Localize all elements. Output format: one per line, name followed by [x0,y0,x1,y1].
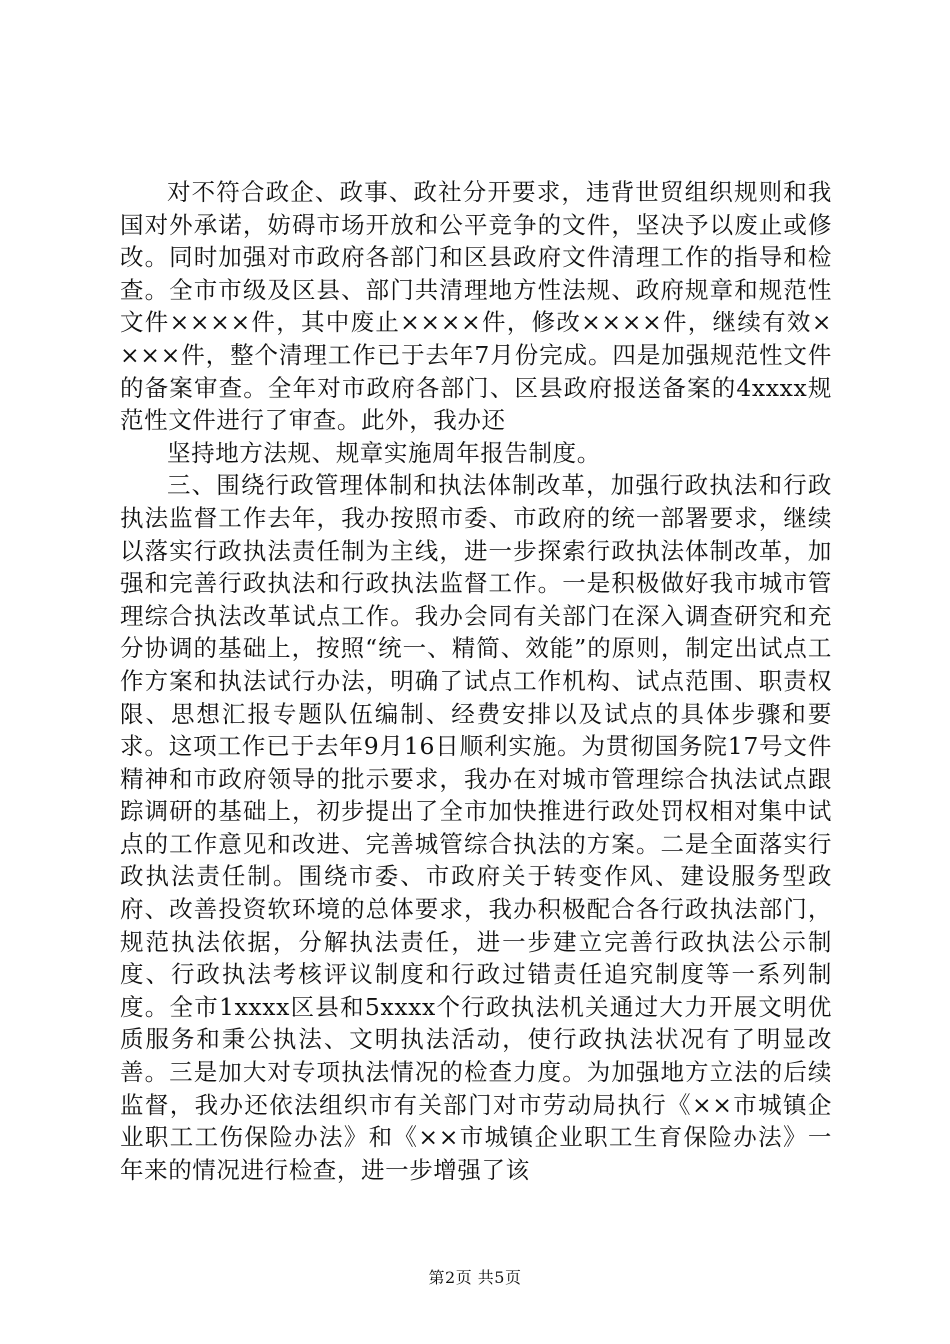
paragraph-law-enforcement-reform: 三、围绕行政管理体制和执法体制改革，加强行政执法和行政执法监督工作去年，我办按照市委、市政府的统一部署要求，继续以落实行政执法责任制为主线，进一步探索行政执法体制改革，加强和完善行政执法和行政执法监督工作。一是积极做好我市城市管理综合执法改革试点工作。我办会同有关部门在深入调查研究和充分协调的基础上，按照“统一、精简、效能”的原则，制定出试点工作方案和执法试行办法，明确了试点工作机构、试点范围、职责权限、思想汇报专题队伍编制、经费安排以及试点的具体步骤和要求。这项工作已于去年9月16日顺利实施。为贯彻国务院17号文件精神和市政府领导的批示要求，我办在对城市管理综合执法试点跟踪调研的基础上，初步提出了全市加快推进行政处罚权相对集中试点的工作意见和改进、完善城管综合执法的方案。二是全面落实行政执法责任制。围绕市委、市政府关于转变作风、建设服务型政府、改善投资软环境的总体要求，我办积极配合各行政执法部门，规范执法依据，分解执法责任，进一步建立完善行政执法公示制度、行政执法考核评议制度和行政过错责任追究制度等一系列制度。全市1xxxx区县和5xxxx个行政执法机关通过大力开展文明优质服务和秉公执法、文明执法活动，使行政执法状况有了明显改善。三是加大对专项执法情况的检查力度。为加强地方立法的后续监督，我办还依法组织市有关部门对市劳动局执行《××市城镇企业职工工伤保险办法》和《××市城镇企业职工生育保险办法》一年来的情况进行检查，进一步增强了该 [120,471,832,1184]
document-body [120,176,832,1186]
page-footer [0,1268,950,1288]
paragraph-annual-report-system: 坚持地方法规、规章实施周年报告制度。 [167,438,601,467]
paragraph-cleanup-work: 对不符合政企、政事、政社分开要求，违背世贸组织规则和我国对外承诺，妨碍市场开放和公平竞争的文件，坚决予以废止或修改。同时加强对市政府各部门和区县政府文件清理工作的指导和检查。全市市级及区县、部门共清理地方性法规、政府规章和规范性文件××××件，其中废止××××件，修改××××件，继续有效××××件，整个清理工作已于去年7月份完成。四是加强规范性文件的备案审查。全年对市政府各部门、区县政府报送备案的4xxxx规范性文件进行了审查。此外，我办还 [120,178,832,435]
page-number: 第2页 共5页 [428,1268,522,1287]
